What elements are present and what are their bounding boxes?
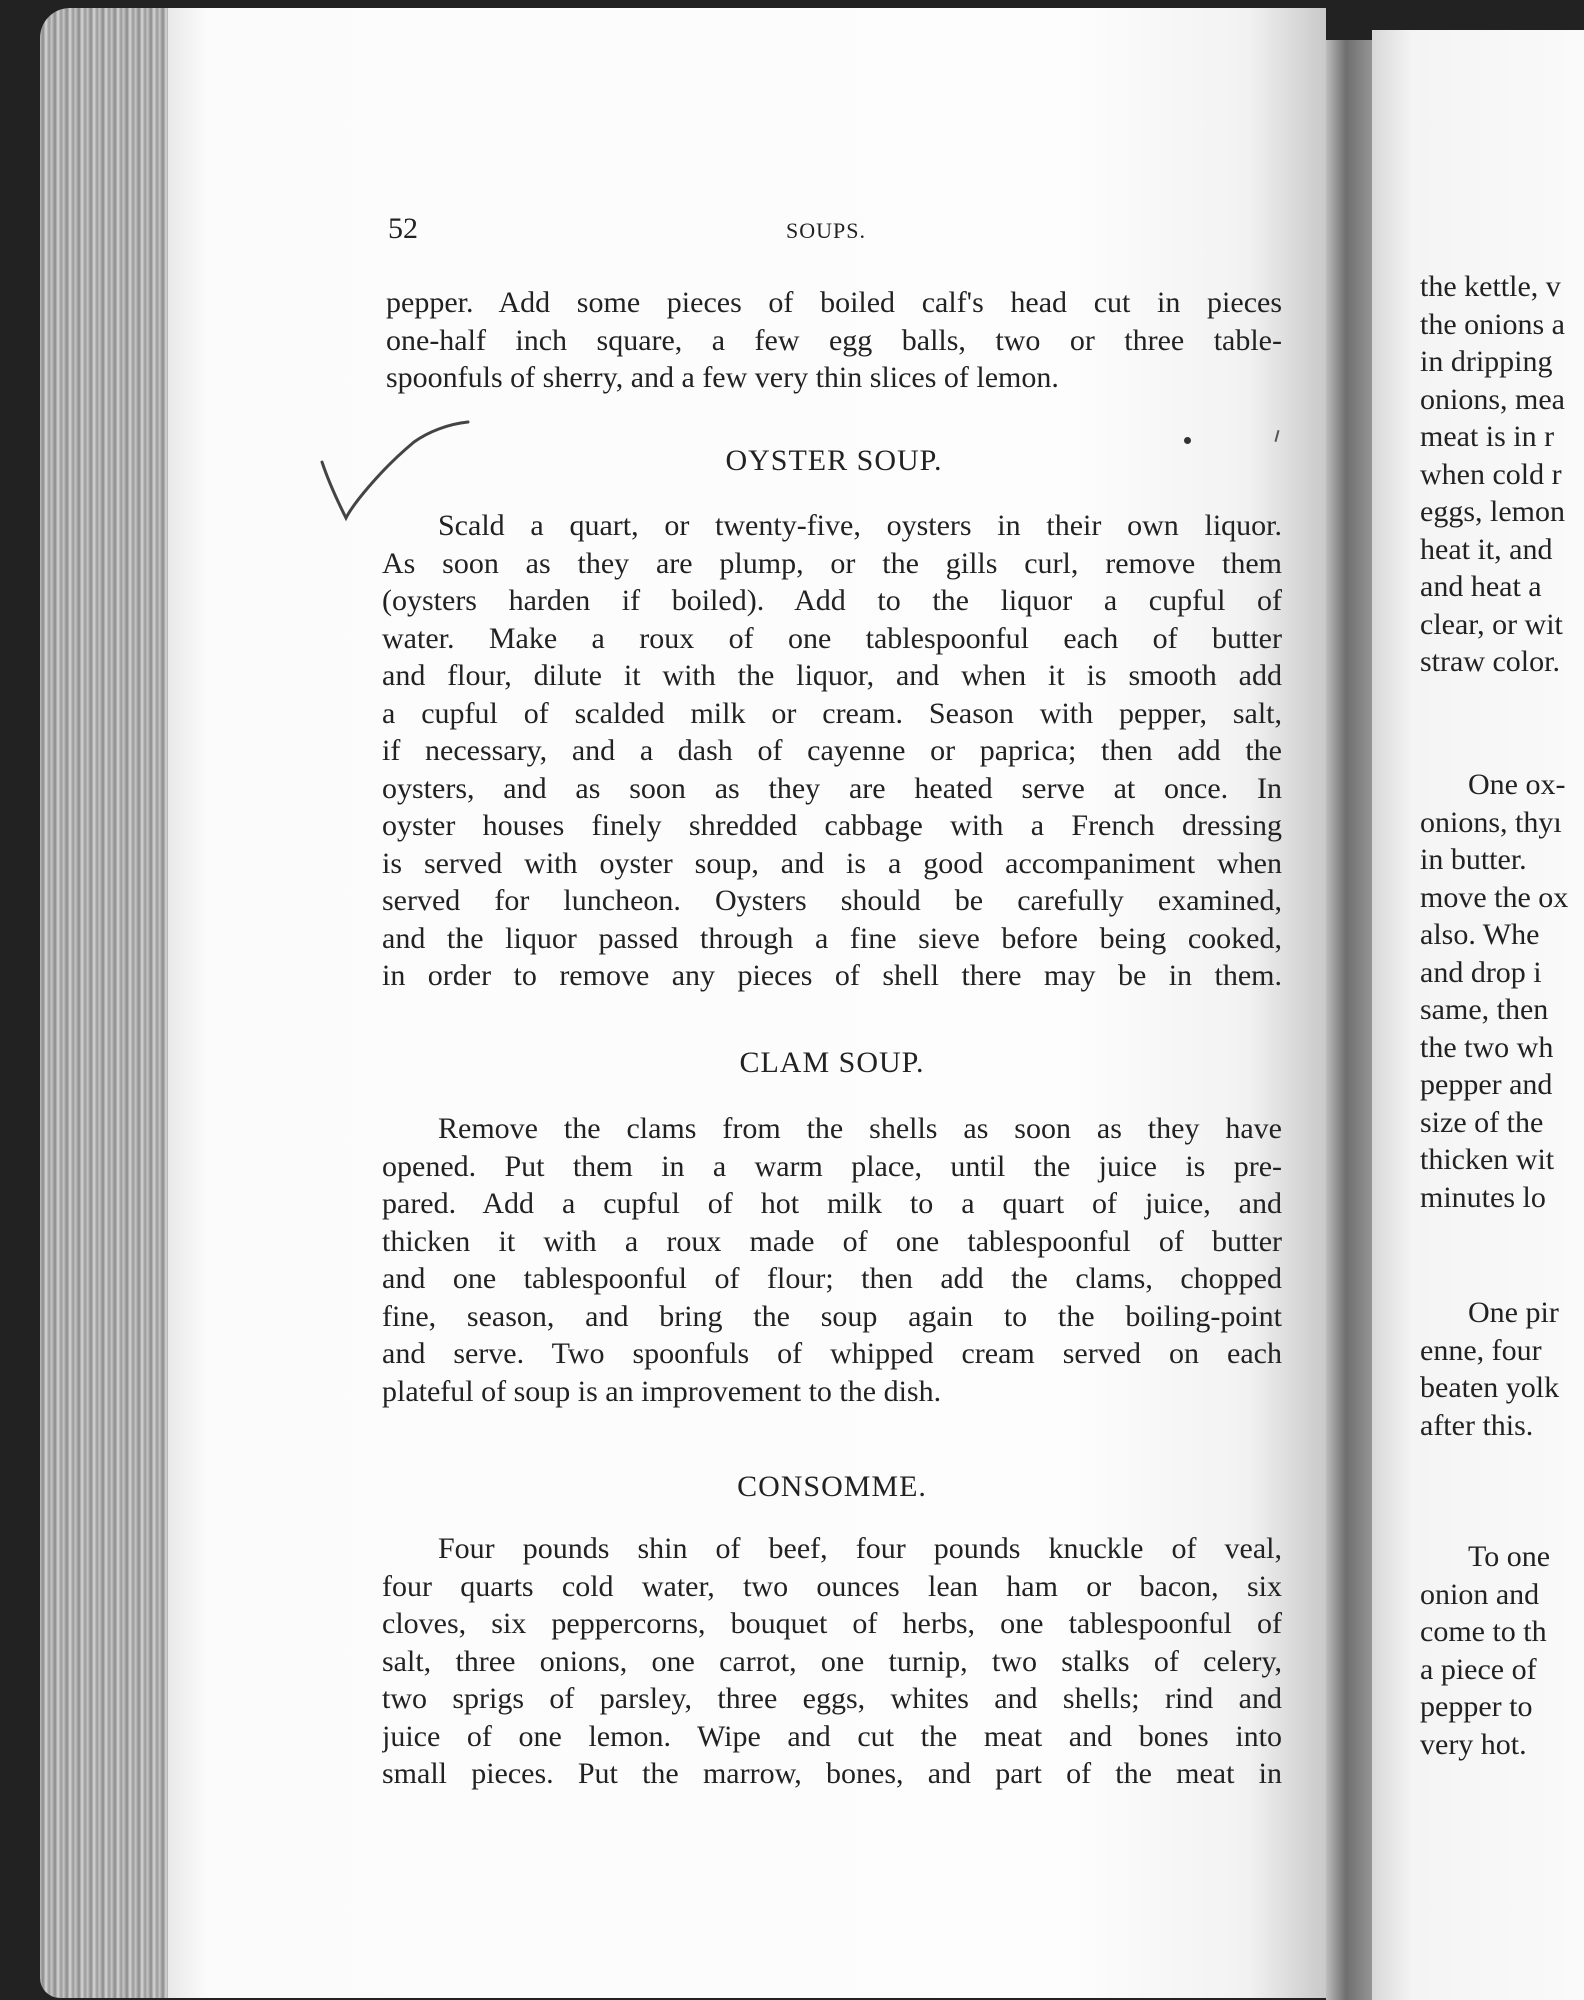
ink-dot-mark — [1184, 437, 1191, 444]
clam-soup-paragraph — [382, 1110, 1282, 1410]
right-page-line: very hot. — [1420, 1727, 1527, 1761]
right-page-line: after this. — [1420, 1408, 1534, 1442]
consomme-paragraph — [382, 1530, 1282, 1793]
right-page-line: minutes lo — [1420, 1180, 1546, 1214]
right-page-line: the kettle, v — [1420, 270, 1561, 303]
right-page-line: pepper and — [1420, 1068, 1553, 1101]
clam-soup-heading: CLAM SOUP. — [739, 1046, 925, 1079]
right-page-line: One ox- — [1468, 768, 1566, 801]
right-page-line: the onions a — [1420, 307, 1565, 341]
right-page-line: thicken wit — [1420, 1143, 1555, 1176]
text-line: Remove the clams from the shells as soon as they have — [438, 1112, 1282, 1145]
right-page-line: clear, or wit — [1420, 607, 1563, 641]
right-page-line: onions, mea — [1420, 382, 1565, 416]
text-line: water. Make a roux of one tablespoonful each of butter — [382, 621, 1282, 655]
text-line: opened. Put them in a warm place, until the juice is pre- — [382, 1149, 1282, 1183]
intro-paragraph — [386, 284, 1282, 397]
right-page-line: same, then — [1420, 993, 1549, 1026]
book-page-edges — [40, 8, 180, 1998]
right-page-line: in dripping — [1420, 345, 1553, 378]
right-page-line: meat is in r — [1420, 420, 1555, 453]
text-line: and flour, dilute it with the liquor, and when it is smooth add — [382, 659, 1282, 692]
right-page-line: One pir — [1468, 1296, 1559, 1329]
text-line: a cupful of scalded milk or cream. Season with pepper, salt, — [382, 696, 1282, 730]
right-page-line: onion and — [1420, 1577, 1540, 1611]
text-line: four quarts cold water, two ounces lean ham or bacon, six — [382, 1569, 1282, 1603]
text-line: oysters, and as soon as they are heated serve at once. In — [382, 771, 1282, 805]
text-line: plateful of soup is an improvement to the dish. — [382, 1374, 942, 1408]
book-gutter — [1326, 40, 1376, 2000]
text-line: and one tablespoonful of flour; then add the clams, chopped — [382, 1262, 1282, 1295]
text-line: small pieces. Put the marrow, bones, and part of the meat in — [382, 1757, 1282, 1790]
right-page-block-1 — [1420, 268, 1584, 681]
right-page-line: come to th — [1420, 1615, 1547, 1648]
right-page-line: beaten yolk — [1420, 1371, 1560, 1404]
text-line: cloves, six peppercorns, bouquet of herbs, one tablespoonful of — [382, 1607, 1282, 1640]
text-line: and the liquor passed through a fine sieve before being cooked, — [382, 921, 1282, 955]
right-page-line: when cold r — [1420, 457, 1562, 491]
right-page-line: the two wh — [1420, 1030, 1554, 1064]
running-title: SOUPS. — [786, 218, 866, 243]
right-page-line: in butter. — [1420, 843, 1527, 876]
right-page-line: a piece of — [1420, 1652, 1537, 1686]
right-page-line: enne, four — [1420, 1333, 1542, 1367]
text-line: thicken it with a roux made of one tablespoonful of butter — [382, 1224, 1282, 1258]
right-page-line: size of the — [1420, 1105, 1544, 1139]
text-line: pared. Add a cupful of hot milk to a quart of juice, and — [382, 1187, 1282, 1220]
consomme-heading: CONSOMME. — [737, 1470, 927, 1503]
right-page-line: heat it, and — [1420, 532, 1553, 566]
right-page-block-2 — [1420, 766, 1584, 1216]
right-page-line: straw color. — [1420, 645, 1560, 678]
right-page-line: eggs, lemon — [1420, 495, 1565, 528]
right-page-line: also. Whe — [1420, 918, 1540, 951]
page-number: 52 — [388, 212, 418, 245]
right-page-block-3 — [1420, 1294, 1584, 1444]
text-line: two sprigs of parsley, three eggs, whites and shells; rind and — [382, 1682, 1282, 1715]
text-line: in order to remove any pieces of shell there may be in them. — [382, 959, 1282, 992]
text-line: if necessary, and a dash of cayenne or paprica; then add the — [382, 734, 1282, 767]
text-line: Scald a quart, or twenty-five, oysters in their own liquor. — [438, 509, 1282, 542]
text-line: salt, three onions, one carrot, one turnip, two stalks of celery, — [382, 1644, 1282, 1678]
text-line: served for luncheon. Oysters should be carefully examined, — [382, 884, 1282, 917]
text-line: juice of one lemon. Wipe and cut the meat and bones into — [382, 1719, 1282, 1753]
text-line: (oysters harden if boiled). Add to the liquor a cupful of — [382, 584, 1282, 617]
text-line: As soon as they are plump, or the gills curl, remove them — [382, 546, 1282, 580]
right-page-line: To one — [1468, 1540, 1551, 1573]
right-page-line: and drop i — [1420, 955, 1542, 989]
right-page-line: and heat a — [1420, 570, 1542, 603]
text-line: is served with oyster soup, and is a good accompaniment when — [382, 846, 1282, 880]
oyster-soup-heading: OYSTER SOUP. — [725, 444, 943, 477]
text-line: Four pounds shin of beef, four pounds knuckle of veal, — [438, 1532, 1282, 1565]
text-line: pepper. Add some pieces of boiled calf's head cut in pieces — [386, 286, 1282, 319]
text-line: spoonfuls of sherry, and a few very thin slices of lemon. — [386, 361, 1059, 394]
text-line: and serve. Two spoonfuls of whipped cream served on each — [382, 1337, 1282, 1370]
right-page-block-4 — [1420, 1538, 1584, 1763]
oyster-soup-paragraph — [382, 507, 1282, 995]
right-page-line: move the ox — [1420, 880, 1569, 914]
text-line: oyster houses finely shredded cabbage with a French dressing — [382, 809, 1282, 842]
text-line: one-half inch square, a few egg balls, two or three table- — [386, 323, 1282, 357]
right-page-line: pepper to — [1420, 1690, 1533, 1723]
right-page-line: onions, thyı — [1420, 805, 1562, 839]
text-line: fine, season, and bring the soup again to the boiling-point — [382, 1299, 1282, 1333]
